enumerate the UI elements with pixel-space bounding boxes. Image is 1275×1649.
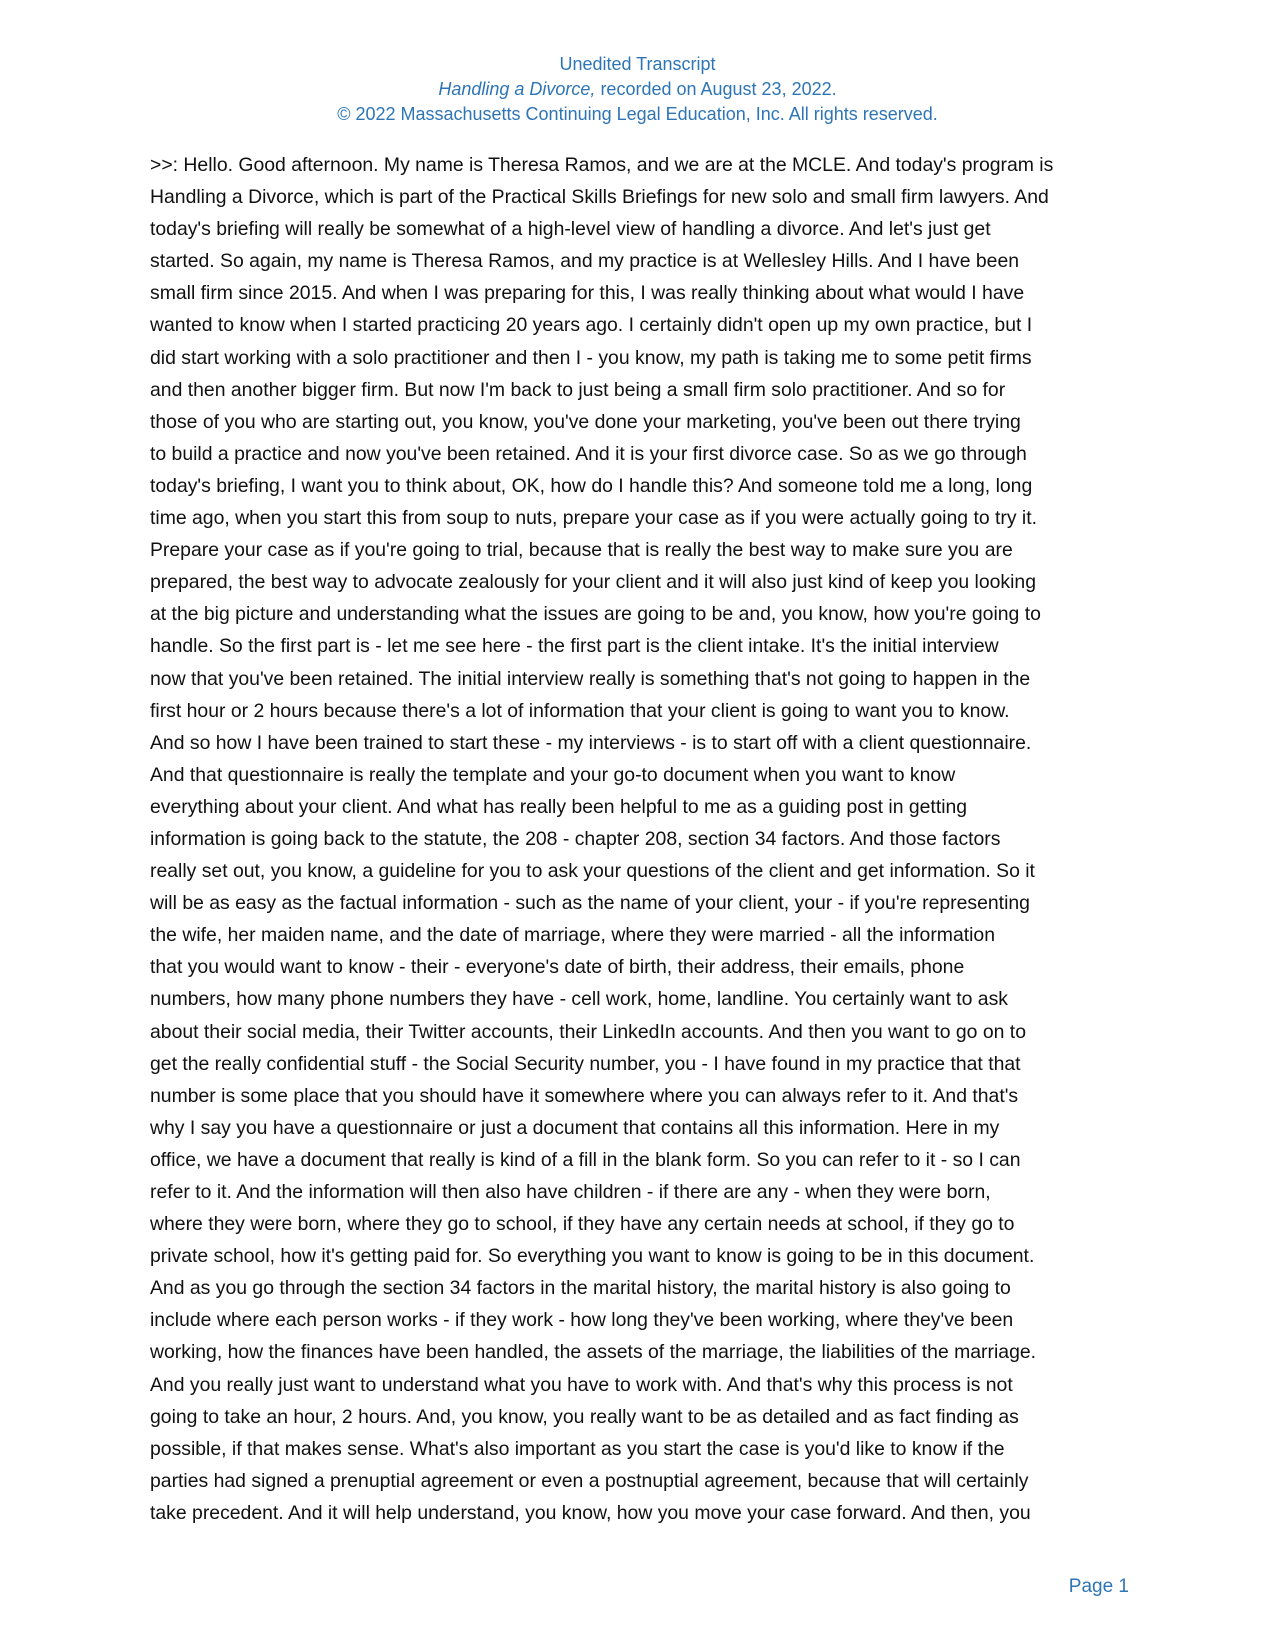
header-program-title: Handling a Divorce,: [438, 79, 596, 99]
transcript-line: started. So again, my name is Theresa Ramos, and my practice is at Wellesley Hills. And I have been: [150, 250, 1020, 273]
transcript-line: first hour or 2 hours because there's a lot of information that your client is going to want you to know.: [150, 699, 1010, 722]
header-recorded-date: recorded on August 23, 2022.: [595, 79, 837, 99]
transcript-line: take precedent. And it will help understand, you know, how you move your case forward. And then, you: [150, 1501, 1031, 1524]
transcript-line: and then another bigger firm. But now I'm back to just being a small firm solo practitioner. And so for: [150, 378, 1006, 401]
header-recording-info: [0, 77, 1275, 102]
transcript-line: at the big picture and understanding what the issues are going to be and, you know, how you're going to: [150, 603, 1041, 626]
transcript-line: parties had signed a prenuptial agreement or even a postnuptial agreement, because that will certainly: [150, 1469, 1029, 1492]
transcript-line: >>: Hello. Good afternoon. My name is Theresa Ramos, and we are at the MCLE. And today's program is: [150, 154, 1054, 176]
transcript-line: really set out, you know, a guideline for you to ask your questions of the client and get information. So it: [150, 860, 1035, 883]
transcript-line: And that questionnaire is really the template and your go-to document when you want to know: [150, 763, 956, 786]
transcript-line: time ago, when you start this from soup to nuts, prepare your case as if you were actually going to try it.: [150, 507, 1038, 530]
transcript-line: small firm since 2015. And when I was preparing for this, I was really thinking about what would I have: [150, 282, 1025, 305]
transcript-line: office, we have a document that really is kind of a fill in the blank form. So you can refer to it - so I can: [150, 1148, 1021, 1171]
transcript-line: that you would want to know - their - everyone's date of birth, their address, their emails, phone: [150, 956, 965, 979]
transcript-line: handle. So the first part is - let me see here - the first part is the client intake. It's the initial interview: [150, 635, 999, 658]
transcript-line: the wife, her maiden name, and the date of marriage, where they were married - all the information: [150, 924, 995, 947]
transcript-line: where they were born, where they go to school, if they have any certain needs at school, if they go to: [150, 1213, 1015, 1236]
transcript-line: Prepare your case as if you're going to trial, because that is really the best way to make sure you are: [150, 539, 1013, 562]
transcript-line: get the really confidential stuff - the Social Security number, you - I have found in my practice that that: [150, 1052, 1021, 1075]
page-number: Page 1: [1068, 1576, 1129, 1597]
header-copyright: © 2022 Massachusetts Continuing Legal Education, Inc. All rights reserved.: [337, 104, 938, 124]
transcript-line: everything about your client. And what has really been helpful to me as a guiding post in getting: [150, 795, 968, 818]
transcript-line: information is going back to the statute, the 208 - chapter 208, section 34 factors. And those factors: [150, 827, 1001, 850]
transcript-line: number is some place that you should have it somewhere where you can always refer to it. And that's: [150, 1084, 1019, 1107]
transcript-line: why I say you have a questionnaire or just a document that contains all this information. Here in my: [150, 1116, 1000, 1139]
transcript-line: wanted to know when I started practicing 20 years ago. I certainly didn't open up my own practice, but I: [150, 314, 1033, 337]
transcript-body: [150, 149, 1130, 1529]
transcript-line: working, how the finances have been handled, the assets of the marriage, the liabilities of the marriage.: [150, 1341, 1037, 1364]
page-header: [0, 52, 1275, 127]
transcript-line: And as you go through the section 34 factors in the marital history, the marital history is also going to: [150, 1277, 1011, 1300]
transcript-line: And you really just want to understand what you have to work with. And that's why this process is not: [150, 1373, 1013, 1396]
transcript-line: will be as easy as the factual information - such as the name of your client, your - if you're representing: [150, 892, 1030, 915]
transcript-line: those of you who are starting out, you know, you've done your marketing, you've been out there trying: [150, 410, 1021, 433]
transcript-line: about their social media, their Twitter accounts, their LinkedIn accounts. And then you want to go on to: [150, 1020, 1026, 1043]
transcript-line: today's briefing will really be somewhat of a high-level view of handling a divorce. And let's just get: [150, 218, 991, 241]
transcript-line: now that you've been retained. The initial interview really is something that's not going to happen in the: [150, 667, 1031, 690]
transcript-line: possible, if that makes sense. What's also important as you start the case is you'd like to know if the: [150, 1437, 1005, 1460]
transcript-line: did start working with a solo practitioner and then I - you know, my path is taking me to some petit firms: [150, 346, 1032, 369]
transcript-line: numbers, how many phone numbers they have - cell work, home, landline. You certainly want to ask: [150, 988, 1008, 1011]
transcript-line: And so how I have been trained to start these - my interviews - is to start off with a client questionnaire.: [150, 731, 1032, 754]
transcript-line: Handling a Divorce, which is part of the Practical Skills Briefings for new solo and small firm lawyers. And: [150, 186, 1049, 209]
transcript-line: private school, how it's getting paid for. So everything you want to know is going to be in this document.: [150, 1245, 1035, 1268]
transcript-line: include where each person works - if they work - how long they've been working, where they've been: [150, 1309, 1014, 1332]
transcript-line: refer to it. And the information will then also have children - if there are any - when they were born,: [150, 1181, 991, 1203]
transcript-line: today's briefing, I want you to think about, OK, how do I handle this? And someone told me a long, long: [150, 474, 1033, 497]
transcript-line: going to take an hour, 2 hours. And, you know, you really want to be as detailed and as fact finding as: [150, 1405, 1019, 1428]
transcript-line: to build a practice and now you've been retained. And it is your first divorce case. So as we go through: [150, 442, 1027, 465]
transcript-line: prepared, the best way to advocate zealously for your client and it will also just kind of keep you looking: [150, 571, 1037, 594]
header-title: Unedited Transcript: [559, 54, 716, 74]
